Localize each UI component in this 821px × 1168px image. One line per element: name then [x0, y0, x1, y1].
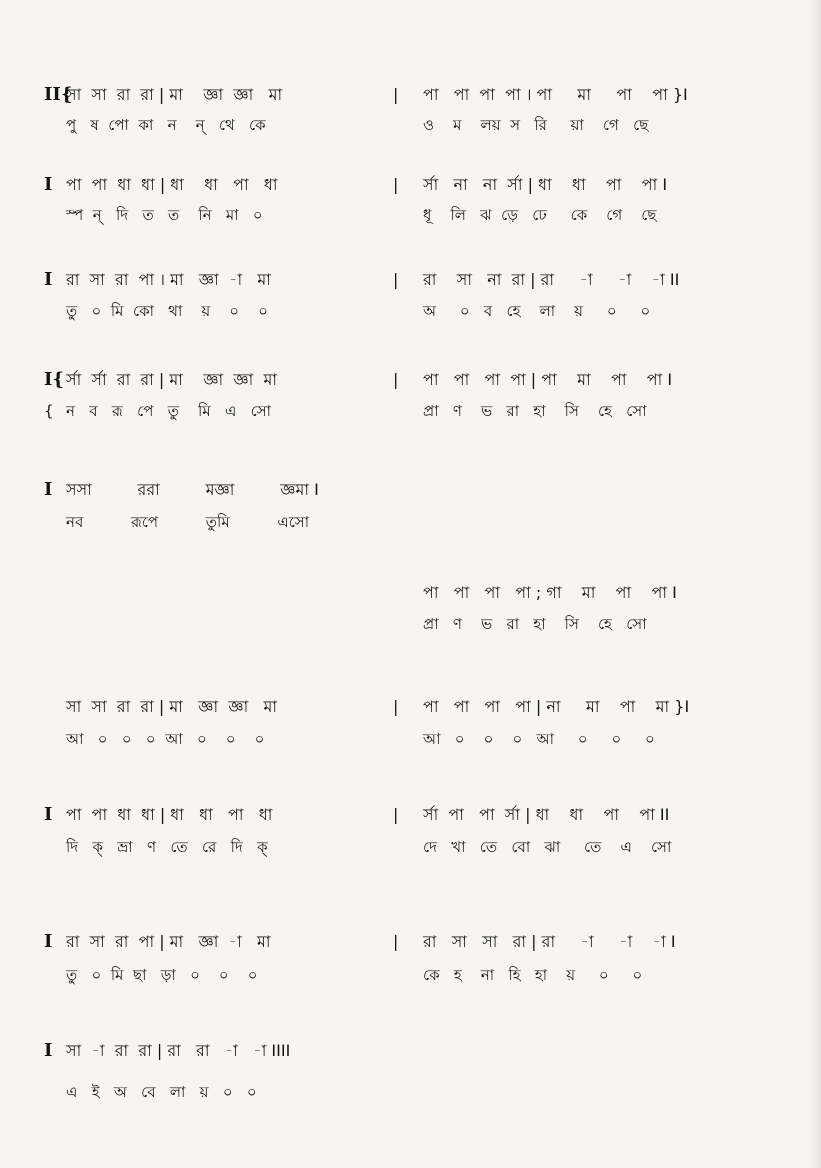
left-phrase: দি ক্ ভ্রা ণ তে রে দি ক্	[66, 838, 268, 856]
right-phrase: অ ০ ব হে লা য় ০ ০	[423, 302, 651, 320]
right-phrase: দে খা তে বো ঝা তে এ সো	[423, 838, 672, 856]
lyric-line	[0, 110, 821, 144]
right-phrase: পা পা পা পা । পা মা পা পা }I	[423, 85, 688, 104]
right-phrase: পা পা পা পা ; গা মা পা পা I	[423, 583, 677, 602]
notation-line	[0, 170, 821, 204]
right-phrase: ধূ লি ঝ ড়ে ঢে কে গে ছে	[423, 206, 657, 224]
notation-line	[0, 365, 821, 399]
left-phrase: সা সা রা রা | মা জ্ঞা জ্ঞা মা	[66, 85, 283, 104]
right-phrase: পা পা পা পা | পা মা পা পা I	[423, 370, 673, 389]
left-phrase: রা সা রা পা | মা জ্ঞা -া মা	[66, 932, 271, 951]
right-phrase: ও ম লয় স রি য়া গে ছে	[423, 116, 649, 134]
page-edge-shadow	[809, 0, 821, 1168]
left-phrase: সা সা রা রা | মা জ্ঞা জ্ঞা মা	[66, 697, 278, 716]
left-phrase: সা -া রা রা | রা রা -া -া IIII	[66, 1041, 291, 1060]
lyric-line	[0, 200, 821, 234]
right-phrase: প্রা ণ ভ রা হা সি হে সো	[423, 615, 647, 633]
right-phrase: রা সা সা রা | রা -া -া -া I	[423, 932, 676, 951]
bar-separator: |	[393, 370, 399, 389]
lyric-line	[0, 960, 821, 994]
line-marker: {	[44, 402, 54, 420]
lyric-line	[0, 507, 821, 541]
left-phrase: তু ০ মি ছা ড়া ০ ০ ০	[66, 966, 258, 984]
left-phrase: ন ব রূ পে তু মি এ সো	[66, 402, 272, 420]
right-phrase: র্সা পা পা র্সা | ধা ধা পা পা II	[423, 805, 670, 824]
right-phrase: র্সা না না র্সা | ধা ধা পা পা I	[423, 175, 668, 194]
left-phrase: আ ০ ০ ০ আ ০ ০ ০	[66, 730, 265, 748]
left-phrase: তু ০ মি কো থা য় ০ ০	[66, 302, 268, 320]
line-marker: I	[44, 269, 53, 290]
left-phrase: পু ষ পো কা ন ন্ থে কে	[66, 116, 266, 134]
left-phrase: র্সা র্সা রা রা | মা জ্ঞা জ্ঞা মা	[66, 370, 278, 389]
bar-separator: |	[393, 805, 399, 824]
left-phrase: পা পা ধা ধা | ধা ধা পা ধা	[66, 805, 273, 824]
left-phrase: রা সা রা পা । মা জ্ঞা -া মা	[66, 270, 271, 289]
line-marker: I{	[44, 369, 64, 390]
bar-separator: |	[393, 85, 399, 104]
right-phrase: পা পা পা পা | না মা পা মা }I	[423, 697, 690, 716]
lyric-line	[0, 832, 821, 866]
bar-separator: |	[393, 697, 399, 716]
left-phrase: স্প ন্ দি ত ত নি মা ০	[66, 206, 263, 224]
left-phrase: নব রূপে তুমি এসো	[66, 513, 310, 531]
left-phrase: এ ই অ বে লা য় ০ ০	[66, 1083, 257, 1101]
notation-line	[0, 265, 821, 299]
notation-line	[0, 800, 821, 834]
bar-separator: |	[393, 932, 399, 951]
notation-line	[0, 1036, 821, 1070]
right-phrase: আ ০ ০ ০ আ ০ ০ ০	[423, 730, 655, 748]
left-phrase: সসা ররা মজ্ঞা জ্ঞমা I	[66, 480, 319, 499]
line-marker: I	[44, 479, 53, 500]
notation-line	[0, 80, 821, 114]
left-phrase: পা পা ধা ধা | ধা ধা পা ধা	[66, 175, 278, 194]
notation-line	[0, 475, 821, 509]
notation-line	[0, 578, 821, 612]
line-marker: I	[44, 804, 53, 825]
notation-line	[0, 927, 821, 961]
right-phrase: প্রা ণ ভ রা হা সি হে সো	[423, 402, 647, 420]
lyric-line	[0, 724, 821, 758]
right-phrase: কে হ না হি হা য় ০ ০	[423, 966, 643, 984]
bar-separator: |	[393, 175, 399, 194]
right-phrase: রা সা না রা | রা -া -া -া II	[423, 270, 680, 289]
line-marker: I	[44, 931, 53, 952]
lyric-line	[0, 396, 821, 430]
lyric-line	[0, 1077, 821, 1111]
lyric-line	[0, 296, 821, 330]
line-marker: II{	[44, 84, 73, 105]
line-marker: I	[44, 174, 53, 195]
line-marker: I	[44, 1040, 53, 1061]
notation-line	[0, 692, 821, 726]
bar-separator: |	[393, 270, 399, 289]
lyric-line	[0, 609, 821, 643]
